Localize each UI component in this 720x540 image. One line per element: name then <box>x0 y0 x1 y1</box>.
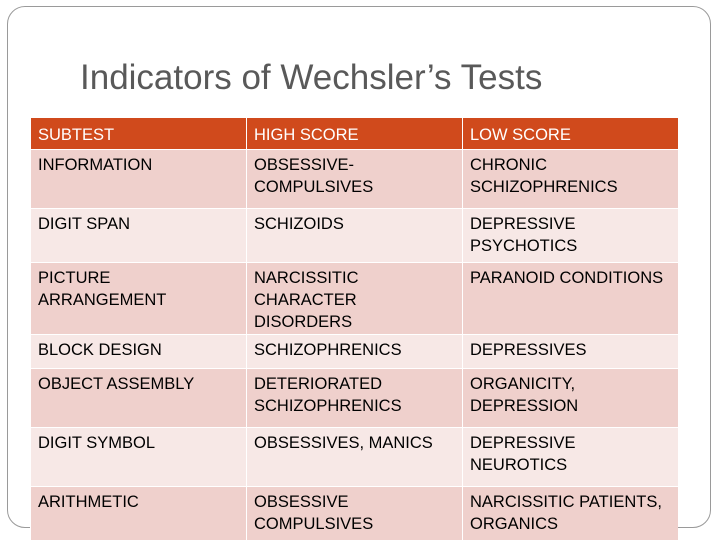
header-high-score: HIGH SCORE <box>247 118 463 150</box>
table-row <box>31 209 679 263</box>
cell-low-score: NARCISSITIC PATIENTS, ORGANICS <box>463 487 679 540</box>
cell-subtest: BLOCK DESIGN <box>31 335 247 369</box>
cell-subtest: OBJECT ASSEMBLY <box>31 369 247 428</box>
table-container <box>30 117 678 540</box>
cell-low-score: DEPRESSIVE NEUROTICS <box>463 428 679 487</box>
cell-high-score: OBSESSIVE COMPULSIVES <box>247 487 463 540</box>
table-row <box>31 369 679 428</box>
table-row <box>31 335 679 369</box>
cell-low-score: ORGANICITY, DEPRESSION <box>463 369 679 428</box>
cell-low-score: DEPRESSIVE PSYCHOTICS <box>463 209 679 263</box>
table-row <box>31 263 679 335</box>
table-row <box>31 150 679 209</box>
header-low-score: LOW SCORE <box>463 118 679 150</box>
cell-subtest: DIGIT SYMBOL <box>31 428 247 487</box>
cell-subtest: PICTURE ARRANGEMENT <box>31 263 247 335</box>
cell-subtest: DIGIT SPAN <box>31 209 247 263</box>
slide-title: Indicators of Wechsler’s Tests <box>80 58 543 97</box>
header-subtest: SUBTEST <box>31 118 247 150</box>
cell-subtest: INFORMATION <box>31 150 247 209</box>
indicators-table <box>30 117 678 540</box>
cell-high-score: OBSESSIVE-COMPULSIVES <box>247 150 463 209</box>
cell-high-score: NARCISSITIC CHARACTER DISORDERS <box>247 263 463 335</box>
cell-high-score: SCHIZOIDS <box>247 209 463 263</box>
cell-high-score: SCHIZOPHRENICS <box>247 335 463 369</box>
cell-high-score: DETERIORATED SCHIZOPHRENICS <box>247 369 463 428</box>
table-header-row <box>31 118 679 150</box>
cell-low-score: CHRONIC SCHIZOPHRENICS <box>463 150 679 209</box>
table-row <box>31 487 679 540</box>
cell-low-score: PARANOID CONDITIONS <box>463 263 679 335</box>
cell-high-score: OBSESSIVES, MANICS <box>247 428 463 487</box>
table-row <box>31 428 679 487</box>
cell-subtest: ARITHMETIC <box>31 487 247 540</box>
cell-low-score: DEPRESSIVES <box>463 335 679 369</box>
